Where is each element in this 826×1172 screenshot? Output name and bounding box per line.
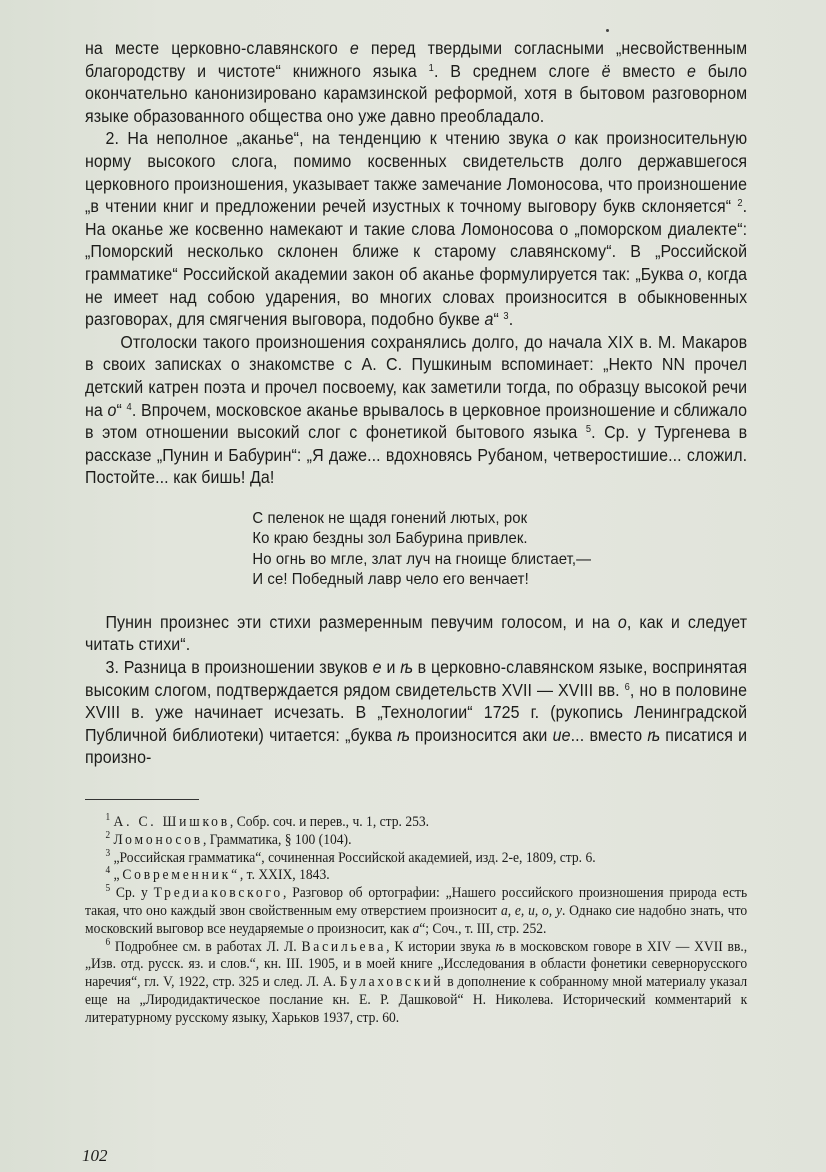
italic-letter: а: [412, 920, 420, 937]
footnote-author: Булаховский: [339, 974, 444, 991]
text-run: вместо: [610, 60, 687, 81]
footnote-author: А. С. Шишков: [113, 814, 230, 831]
poem-line: Ко краю бездны зол Бабурина привлек.: [252, 530, 528, 548]
footnotes: [85, 814, 747, 1028]
italic-letter: о: [307, 920, 314, 937]
footnote-text: , Собр. соч. и перев., ч. 1, стр. 253.: [229, 814, 430, 831]
footnote-5: [85, 885, 747, 938]
text-run: писатися и произно-: [85, 724, 748, 768]
italic-letter: е: [686, 60, 696, 81]
italic-letter: о: [688, 263, 698, 284]
footnote-text: . Однако сие надобно знать, что московский выговор все неударяемые: [85, 903, 748, 937]
footnote-ref[interactable]: 1: [428, 62, 434, 74]
footnote-text: , Грамматика, § 100 (104).: [203, 831, 352, 848]
footnote-3: [85, 847, 747, 868]
text-run: перед твердыми согласными „несвойственным благородству и чистоте“ книжного языка: [85, 38, 748, 81]
text-run: . На оканье же косвенно намекают и такие слова Ломоносова о „поморском диалекте“: „Поморский несколько склонен ближе к старому славянскому“. В „Российской грамматике“ Российской академии закон об аканье формулируется так: „Буква: [85, 196, 748, 284]
italic-letter: ѣ: [495, 938, 505, 955]
italic-letter: ѣ: [400, 657, 413, 678]
text-run: , когда не имеет над собою ударения, во многих словах произносится в обыкновенных разговорах, для смягчения выговора, подобно букве: [85, 263, 748, 330]
text-run: “: [116, 399, 127, 420]
text-run: . Впрочем, московское аканье врывалось в церковное произношение и сближало в этом отношении высокий слог с фонетикой бытового языка: [85, 399, 748, 443]
footnote-text: , т. XXIX, 1843.: [239, 867, 330, 884]
italic-letters: а, е, и, о, у: [500, 903, 563, 920]
footnote-number: 5: [105, 883, 111, 895]
footnote-author: Васильева: [301, 938, 387, 955]
italic-letter: о: [617, 611, 627, 632]
main-text: [85, 37, 747, 769]
page-number: 102: [82, 1146, 108, 1165]
poem-quote: [252, 509, 747, 591]
text-run: 2. На неполное „аканье“, на тенденцию к чтению звука: [105, 128, 557, 149]
footnote-ref[interactable]: 3: [503, 311, 509, 323]
footnote-number: 2: [105, 829, 111, 841]
poem-line: С пеленок не щадя гонений лютых, рок: [252, 509, 528, 527]
footnote-ref[interactable]: 6: [624, 681, 630, 693]
footnote-author: „Современник“: [113, 867, 240, 884]
text-run: , но в половине XVIII в. уже начинает исчезать. В „Технологии“ 1725 г. (рукопись Ленинградской Публичной библиотеки) читается: „буква: [85, 679, 748, 745]
text-run: как произносительную норму высокого слога, помимо косвенных свидетельств долго державшегося церковного произношения, указывает также замечание Ломоносова, что произношение „в чтении книг и предложении речей изустных к точному выговору букв склоняется“: [85, 128, 748, 217]
text-run: . В среднем слоге: [433, 60, 602, 81]
paragraph-echoes: [85, 331, 747, 489]
italic-letter: ие: [552, 724, 571, 745]
paragraph-section-2: [85, 127, 747, 330]
text-run: .: [508, 309, 514, 330]
footnote-text: “; Соч., т. III, стр. 252.: [419, 920, 547, 937]
footnote-text: в дополнение к собранному мной материалу указал еще на „Лиродидактическое послание кн. Е. Р. Дашковой“ Н. Николева. Исторический комментарий к литературному русскому языку, Харьков 1937, стр. 60.: [85, 974, 748, 1026]
italic-letter: ѣ: [647, 724, 660, 745]
italic-letter: е: [349, 38, 359, 58]
italic-letter: е: [372, 657, 382, 678]
paragraph-continued: [85, 37, 747, 127]
footnote-divider: [85, 799, 199, 800]
italic-letter: ѣ: [397, 724, 410, 745]
text-run: . Ср. у Тургенева в рассказе „Пунин и Бабурин“: „Я даже... вдохновясь Рубаном, четверостишие... сложил. Постойте... как бишь! Да!: [85, 422, 748, 488]
text-run: Отголоски такого произношения сохранялись долго, до начала XIX в. М. Макаров в своих записках о знакомстве с А. С. Пушкиным вспоминает: „Некто NN прочел детский катрен поэта и прочел посвоему, как заметили тогда, по образцу высокой речи на: [85, 331, 748, 420]
footnote-text: „Российская грамматика“, сочиненная Российской академией, изд. 2-е, 1809, стр. 6.: [113, 849, 596, 866]
footnote-number: 3: [105, 847, 111, 859]
footnote-number: 6: [105, 936, 111, 948]
footnote-text: Подробнее см. в работах Л. Л.: [114, 938, 302, 955]
text-run: произносится аки: [409, 724, 553, 745]
footnote-ref[interactable]: 5: [585, 424, 592, 436]
paragraph-section-3: [85, 656, 747, 769]
footnote-ref[interactable]: 2: [737, 198, 743, 210]
text-run: 3. Разница в произношении звуков: [105, 657, 373, 678]
poem-line: И се! Победный лавр чело его венчает!: [252, 571, 529, 589]
footnote-number: 4: [105, 865, 111, 877]
italic-letter: а: [484, 309, 494, 330]
footnote-2: [85, 829, 747, 850]
footnote-author: Тредиаковского: [153, 885, 284, 902]
text-run: в церковно-славянском языке, воспринятая высоким слогом, подтверждается рядом свидетельств XVII — XVIII вв.: [85, 657, 748, 700]
text-column: [85, 37, 747, 1028]
footnote-text: произносит, как: [313, 920, 413, 937]
footnote-6: [85, 936, 748, 1028]
footnote-text: Ср. у: [115, 885, 154, 902]
footnote-1: [85, 814, 747, 832]
print-speck: [606, 29, 609, 32]
footnote-4: [85, 867, 747, 885]
footnote-text: , Разговор об ортографии: „Нашего российского произношения природа есть такая, что оно каждый звон свойственным ему отверстием произносит: [85, 885, 748, 920]
footnote-text: в московском говоре в XIV — XVII вв., „Изв. отд. русск. яз. и слов.“, кн. III. 1905, и в моей книге „Исследования в области фонетики северноруccкого наречия“, гл. V, 1922, стр. 325 и след. Л. А.: [85, 938, 748, 991]
text-run: Пунин произнес эти стихи размеренным певучим голосом, и на: [105, 611, 618, 632]
footnote-number: 1: [105, 812, 111, 824]
text-run: на месте церковно-славянского: [85, 38, 350, 58]
text-run: “: [493, 309, 504, 330]
footnote-ref[interactable]: 4: [126, 401, 132, 413]
text-run: ... вместо: [570, 724, 648, 745]
paragraph-after-poem: [85, 611, 747, 656]
italic-letter: о: [107, 399, 117, 420]
text-run: и: [381, 657, 401, 678]
italic-letter: ё: [601, 60, 611, 81]
footnote-text: , К истории звука: [386, 938, 496, 955]
text-run: , как и следует читать стихи“.: [85, 611, 748, 655]
poem-line: Но огнь во мгле, злат луч на гноище блистает,—: [252, 550, 592, 568]
text-run: было окончательно канонизировано карамзинской реформой, хотя в бытовом разговорном языке образованного общества оно уже давно преобладало.: [85, 60, 748, 126]
italic-letter: о: [556, 128, 566, 149]
footnote-author: Ломоносов: [113, 831, 204, 848]
